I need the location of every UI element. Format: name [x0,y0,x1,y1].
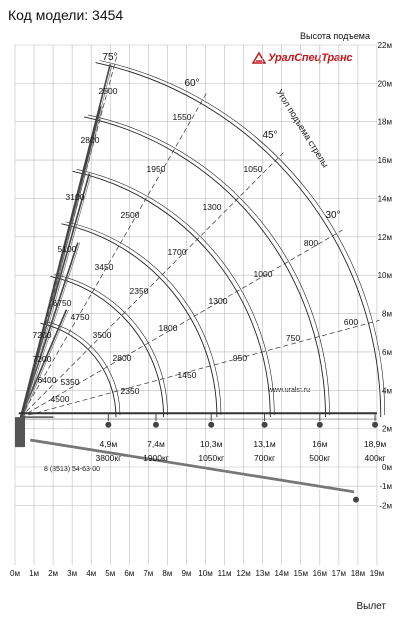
arc-load-label: 2350 [120,386,140,396]
load-label: 700кг [254,453,276,463]
y-tick-label: 10м [377,271,392,281]
arc-load-label: 2350 [129,286,149,296]
angle-ray [21,320,380,417]
x-tick-label: 4м [86,569,97,578]
y-tick-label: -2м [379,501,392,511]
arc-load-label: 1800 [158,323,178,333]
reach-arc-inner [54,274,167,415]
arc-load-label: 600 [343,317,359,327]
y-tick-label: 20м [377,79,392,89]
load-label: 1900кг [143,453,169,463]
reach-label: 7,4м [147,439,165,449]
y-tick-label: 2м [382,424,392,434]
load-label: 3800кг [95,453,122,463]
y-tick-label: -1м [379,482,392,492]
hook-icon [153,422,159,428]
y-axis-title: Высота подъема [300,31,370,41]
x-tick-label: 15м [293,569,308,578]
reach-arcs [41,61,385,418]
y-tick-label: 8м [382,309,392,319]
hook-icon [262,422,268,428]
chart-labels [33,52,387,463]
x-tick-label: 18м [350,569,366,578]
arc-load-label: 1550 [172,112,192,122]
boom-angle-label: Угол подъема стрелы [274,87,331,170]
angle-label: 75° [102,52,118,63]
arc-load-label: 2500 [120,210,140,220]
y-tick-label: 0м [382,463,392,472]
arc-load-label: 1300 [202,202,222,212]
arc-load-label: 1000 [253,269,273,279]
phone-label: 8 (3513) 54-63-00 [44,466,101,473]
angle-ray [21,230,343,417]
reach-arc [96,63,381,418]
arc-load-label: 3100 [65,192,85,202]
arc-load-label: 4750 [70,312,90,322]
load-label: 400кг [364,453,386,463]
arc-load-label: 6750 [52,298,72,308]
x-tick-label: 10м [198,569,213,578]
arc-load-label: 3500 [92,330,112,340]
angle-rays [21,56,380,417]
x-tick-label: 16м [312,569,328,578]
x-tick-label: 3м [67,569,78,578]
arc-load-label: 2500 [98,86,118,96]
load-label: 1050кг [198,453,225,463]
arc-load-label: 1450 [177,370,197,380]
arc-load-label: 4500 [50,394,70,404]
reach-label: 16м [312,439,328,449]
x-tick-label: 12м [236,569,251,578]
y-tick-label: 4м [382,386,392,396]
y-tick-label: 22м [377,41,392,50]
reach-label: 13,1м [253,439,276,449]
arc-load-label: 2800 [112,353,132,363]
x-tick-label: 13м [255,569,270,578]
x-tick-label: 7м [143,569,154,578]
reach-arc [84,117,325,417]
arc-load-label: 7200 [32,330,52,340]
arc-load-label: 1700 [167,247,187,257]
y-tick-label: 12м [377,232,392,242]
x-tick-label: 14м [274,569,289,578]
reach-label: 4,9м [99,439,118,449]
x-tick-label: 0м [10,569,20,578]
x-tick-label: 17м [331,569,347,578]
arc-load-label: 800 [303,238,319,248]
arc-load-label: 6400 [37,375,57,385]
x-tick-label: 1м [29,569,40,578]
angle-label: 60° [184,78,200,89]
hook-icon [353,497,359,503]
y-tick-label: 6м [382,347,392,357]
x-tick-label: 19м [369,569,385,578]
arc-load-label: 3450 [94,262,114,272]
boom-sections [15,64,378,502]
lower-boom [30,440,354,492]
arc-load-label: 5100 [57,244,77,254]
arc-load-label: 950 [232,353,248,363]
arc-load-label: 750 [285,333,301,343]
reach-label: 18,9м [363,439,387,449]
boom-section-edge [23,64,113,417]
hook-icon [372,422,378,428]
x-axis-title: Вылет [356,601,386,612]
arc-load-label: 7200 [32,354,52,364]
model-label: Код модели: 3454 [8,7,124,23]
hook-icon [208,422,214,428]
x-tick-label: 6м [124,569,135,578]
angle-label: 30° [325,210,341,221]
y-tick-label: 16м [377,156,392,166]
reach-label: 10,3м [200,439,223,449]
x-tick-label: 5м [105,569,116,578]
website-label: www.uralst.ru [268,387,311,394]
x-tick-label: 11м [217,569,232,578]
x-tick-label: 8м [162,569,173,578]
arc-load-label: 5350 [60,377,80,387]
reach-arc-inner [77,169,275,415]
load-label: 500кг [309,453,331,463]
arc-load-label: 2800 [80,135,100,145]
arc-load-label: 1300 [208,296,228,306]
y-tick-label: 18м [377,117,392,127]
hook-icon [317,422,323,428]
brand-name: УралСпецТранс [268,52,353,64]
arc-load-label: 1050 [243,164,263,174]
hook-icon [105,422,111,428]
y-tick-label: 14м [377,194,392,204]
arc-load-label: 1950 [146,164,166,174]
x-tick-label: 2м [48,569,59,578]
angle-label: 45° [262,130,278,141]
crane-base [15,417,25,447]
x-tick-label: 9м [181,569,192,578]
